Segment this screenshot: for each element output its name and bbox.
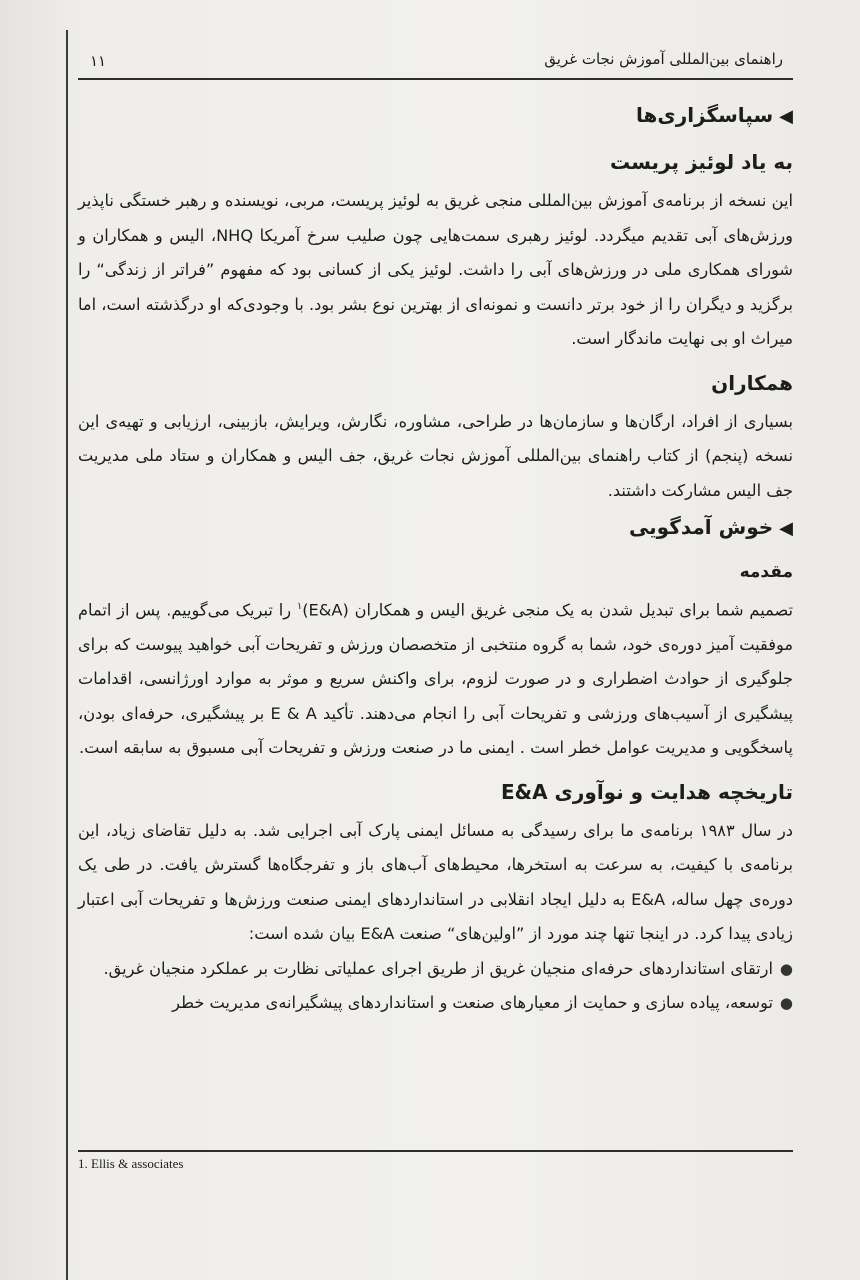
section-title-acknowledgments: ◀سپاسگزاری‌ها bbox=[635, 103, 793, 127]
book-title: راهنمای بین‌المللی آموزش نجات غریق bbox=[544, 50, 783, 68]
intro-heading: مقدمه bbox=[739, 562, 793, 582]
list-item: ● توسعه، پیاده سازی و حمایت از معیارهای صنعت و استانداردهای پیشگیرانه‌ی مدیریت خطر bbox=[78, 986, 793, 1021]
history-heading: تاریخچه هدایت و نوآوری E&A bbox=[500, 779, 793, 804]
memorial-heading: به یاد لوئیز پریست bbox=[610, 150, 793, 174]
page-number: ١١ bbox=[90, 52, 107, 70]
section-title-welcome: ◀خوش آمدگویی bbox=[628, 515, 793, 539]
triangle-marker-icon: ◀ bbox=[779, 518, 793, 539]
footnote-reference: ١ bbox=[296, 601, 303, 612]
memorial-paragraph: این نسخه از برنامه‌ی آموزش بین‌المللی منجی غریق به لوئیز پریست، مربی، نویسنده و رهبر خستگی ناپذیر ورزش‌های آبی تقدیم میگردد. لوئیز رهبری سمت‌هایی چون صلیب سرخ آمریکا NHQ، الیس و همکاران و شورای همکاری ملی در ورزش‌های آبی را داشت. لوئیز یکی از کسانی بود که مفهوم ”فراتر از زندگی“ را برگزید و دیگران را از خود برتر دانست و نمونه‌ای از بهترین نوع بشر بود. با وجودی‌که او درگذشته است، اما میراث او بی نهایت ماندگار است. bbox=[78, 191, 793, 348]
triangle-marker-icon: ◀ bbox=[779, 106, 793, 127]
page-content bbox=[78, 92, 793, 1021]
collaborators-heading: همکاران bbox=[711, 370, 793, 395]
footnote-rule bbox=[78, 1150, 793, 1152]
running-header bbox=[78, 50, 793, 80]
collaborators-paragraph: بسیاری از افراد، ارگان‌ها و سازمان‌ها در طراحی، مشاوره، نگارش، ویرایش، بازبینی، ارزیابی و تهیه‌ی این نسخه (پنجم) از کتاب راهنمای بین‌المللی آموزش نجات غریق، جف الیس و همکاران و ستاد ملی مدیریت جف الیس مشارکت داشتند. bbox=[78, 411, 793, 500]
bullet-icon: ● bbox=[779, 994, 793, 1013]
intro-paragraph: تصمیم شما برای تبدیل شدن به یک منجی غریق الیس و همکاران (E&A)$^١$ را تبریک می‌گوییم. پس از اتمام موفقیت آمیز دوره‌ی خود، شما به گروه منتخبی از متخصصان ورزش و تفریحات آبی خواهید پیوست که برای جلوگیری از حوادث اضطراری و در صورت لزوم، برای واکنش سریع و موثر به موارد اورژانسی، اقدامات پیشگیری از آسیب‌های ورزشی و تفریحات آبی را انجام می‌دهند. تأکید E & A بر پیشگیری، حرفه‌ای بودن، پاسخگویی و مدیریت عوامل خطر است . ایمنی ما در صنعت ورزش و تفریحات آبی مسبوق به سابقه است. bbox=[78, 600, 793, 758]
history-bullet-list bbox=[78, 952, 793, 1021]
bullet-icon: ● bbox=[779, 959, 793, 978]
list-item: ● ارتقای استانداردهای حرفه‌ای منجیان غریق از طریق اجرای عملیاتی نظارت بر عملکرد منجیان غریق. bbox=[78, 952, 793, 987]
footnote: 1. Ellis & associates bbox=[78, 1156, 184, 1171]
margin-rule bbox=[66, 30, 68, 1280]
history-paragraph: در سال ١٩٨٣ برنامه‌ی ما برای رسیدگی به مسائل ایمنی پارک آبی اجرایی شد. به دلیل تقاضای زیاد، این برنامه‌ی با کیفیت، به سرعت به استخرها، محیط‌های آب‌های باز و تفرجگاه‌ها گسترش یافت. در طی یک دوره‌ی چهل ساله، E&A به دلیل ایجاد انقلابی در استانداردهای ایمنی صنعت ورزش‌ها و تفریحات آبی اعتبار زیادی پیدا کرد. در اینجا تنها چند مورد از ”اولین‌های“ صنعت E&A بیان شده است: bbox=[78, 820, 794, 944]
